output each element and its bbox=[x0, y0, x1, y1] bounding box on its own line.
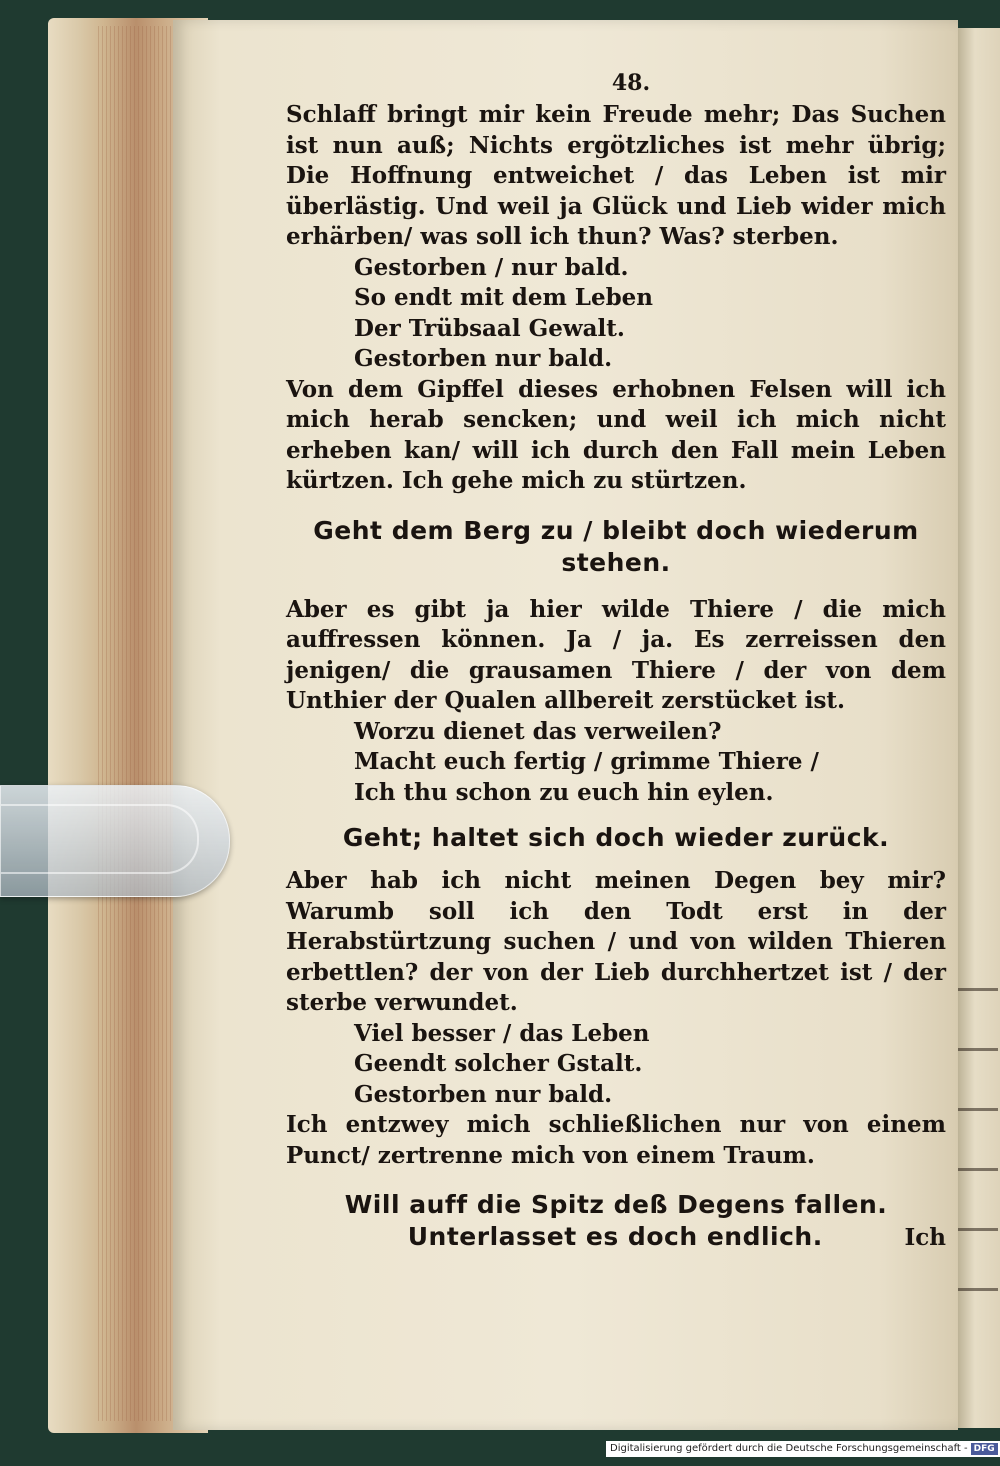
book-clip-inner bbox=[1, 804, 199, 874]
verse-line: Gestorben / nur bald. bbox=[354, 253, 629, 281]
catchword: Ich bbox=[904, 1224, 946, 1251]
verse-line: Ich thu schon zu euch hin eylen. bbox=[354, 778, 774, 806]
verse-line: Gestorben nur bald. bbox=[354, 1080, 613, 1108]
ghost-mark bbox=[958, 1048, 998, 1051]
page-text bbox=[286, 70, 946, 1253]
paragraph: Schlaff bringt mir kein Freude mehr; Das Suchen ist nun auß; Nichts ergötzliches ist mehr übrig; Die Hoffnung entweichet / das Leben ist mir überlästig. Und weil ja Glück und Lieb wider mich erhärben/ was soll ich thun? Was? sterben. bbox=[286, 101, 946, 250]
stage-direction: Geht; haltet sich doch wieder zurück. bbox=[342, 823, 890, 852]
stage-direction: Unterlasset es doch endlich. bbox=[407, 1222, 823, 1251]
page-number: 48. bbox=[611, 70, 651, 96]
book-clip bbox=[0, 785, 230, 897]
ghost-mark bbox=[958, 1228, 998, 1231]
digitization-footer bbox=[606, 1441, 1000, 1457]
verse-block bbox=[286, 1019, 946, 1111]
ghost-mark bbox=[958, 1108, 998, 1111]
verse-line: Der Trübsaal Gewalt. bbox=[354, 314, 625, 342]
stage-direction: Will auff die Spitz deß Degens fallen. bbox=[344, 1190, 888, 1219]
verse-line: Macht euch fertig / grimme Thiere / bbox=[354, 748, 819, 775]
ghost-mark bbox=[958, 988, 998, 991]
verse-line: Geendt solcher Gstalt. bbox=[354, 1050, 643, 1077]
dfg-logo: DFG bbox=[971, 1443, 998, 1455]
verse-block bbox=[286, 253, 946, 375]
stage-direction: Geht dem Berg zu / bleibt doch wiederum stehen. bbox=[313, 515, 919, 577]
facing-page-edge bbox=[958, 28, 1000, 1428]
paragraph: Ich entzwey mich schließlichen nur von einem Punct/ zertrenne mich von einem Traum. bbox=[286, 1111, 946, 1169]
stage-direction-row bbox=[286, 1221, 946, 1253]
paragraph: Aber hab ich nicht meinen Degen bey mir? Warumb soll ich den Todt erst in der Herabstürtzung suchen / und von wilden Thieren erbettlen? der von der Lieb durchhertzet ist / der sterbe verwundet. bbox=[286, 867, 946, 1016]
footer-text: Digitalisierung gefördert durch die Deutsche Forschungsgemeinschaft - bbox=[610, 1443, 968, 1454]
verse-line: So endt mit dem Leben bbox=[354, 284, 654, 311]
verse-line: Worzu dienet das verweilen? bbox=[354, 717, 722, 745]
paragraph: Aber es gibt ja hier wilde Thiere / die mich auffressen können. Ja / ja. Es zerreissen den jenigen/ die grausamen Thiere / der von dem Unthier der Qualen allbereit zerstücket ist. bbox=[286, 595, 946, 714]
ghost-mark bbox=[958, 1168, 998, 1171]
verse-block bbox=[286, 717, 946, 809]
verse-line: Viel besser / das Leben bbox=[354, 1019, 650, 1047]
paragraph: Von dem Gipffel dieses erhobnen Felsen will ich mich herab sencken; und weil ich mich nicht erheben kan/ will ich durch den Fall mein Leben kürtzen. Ich gehe mich zu stürtzen. bbox=[286, 375, 946, 494]
verse-line: Gestorben nur bald. bbox=[354, 345, 613, 372]
ghost-mark bbox=[958, 1288, 998, 1291]
